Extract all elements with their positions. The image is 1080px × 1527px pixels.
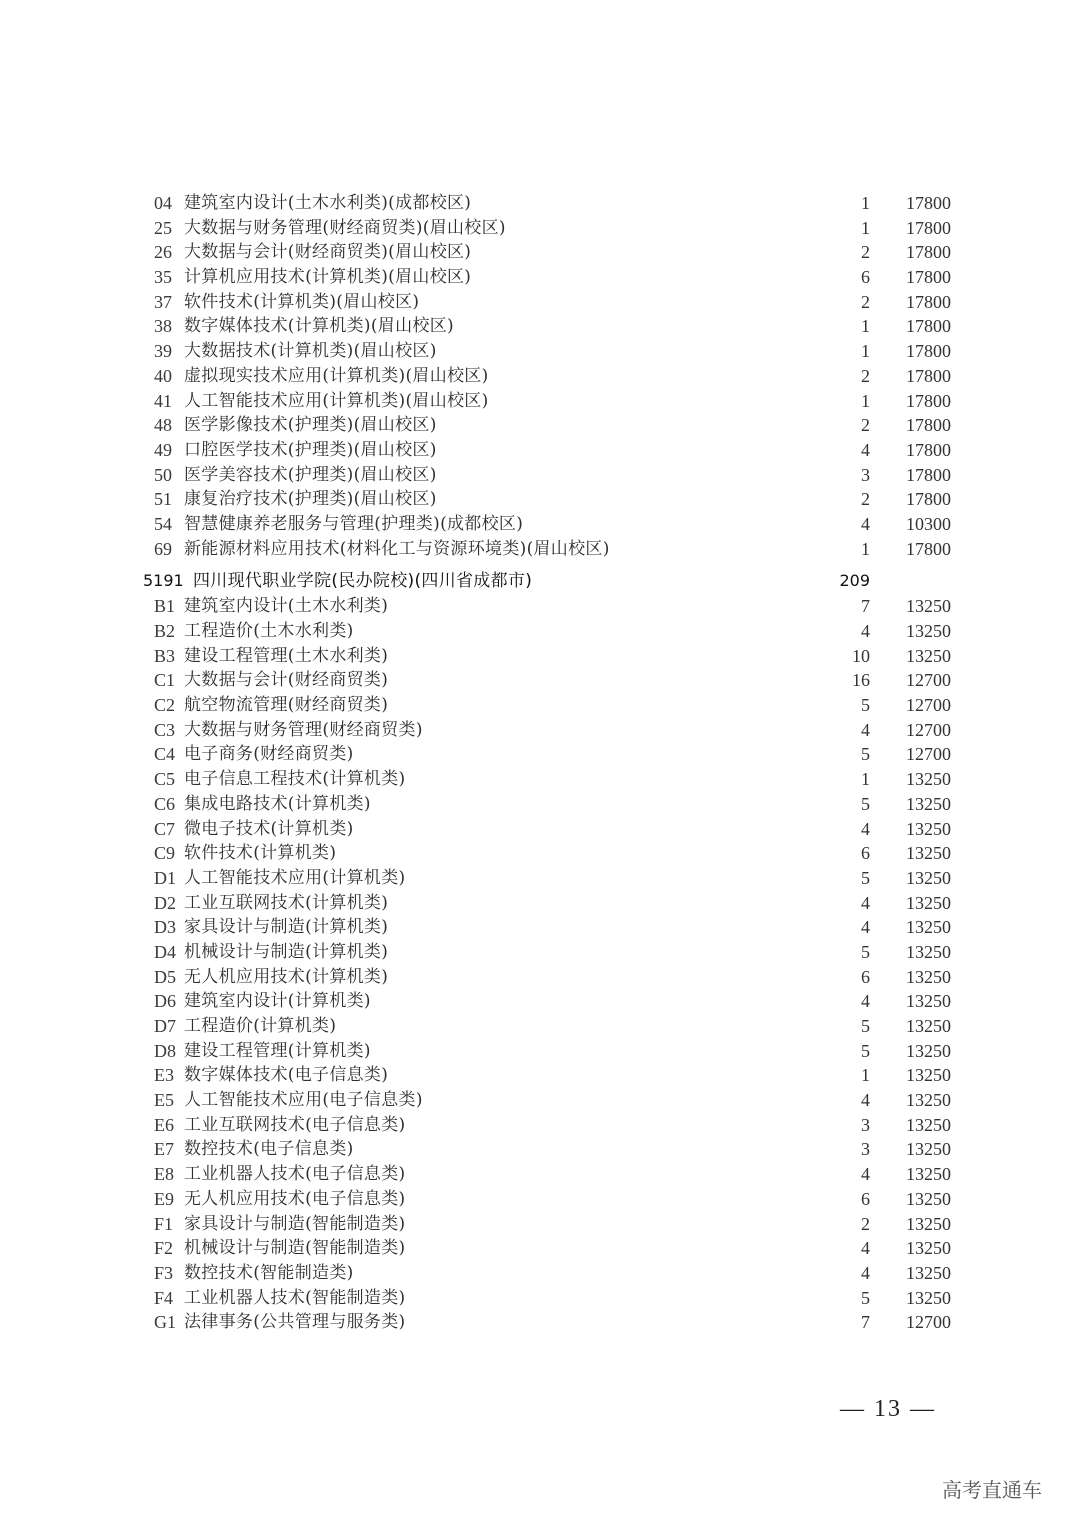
major-count: 5 [861, 793, 870, 814]
major-fee: 13250 [906, 843, 951, 864]
major-name: 软件技术(计算机类) [184, 843, 337, 864]
table-row [0, 1212, 1080, 1237]
major-fee: 17800 [906, 415, 951, 436]
table-row [0, 668, 1080, 693]
major-count: 3 [861, 464, 870, 485]
major-name: 工程造价(计算机类) [184, 1016, 337, 1036]
major-name: 微电子技术(计算机类) [184, 818, 354, 839]
page-number: — 13 — [840, 1396, 936, 1422]
major-code: E7 [154, 1139, 174, 1160]
major-name: 大数据与财务管理(财经商贸类)(眉山校区) [184, 217, 506, 238]
major-name: 医学影像技术(护理类)(眉山校区) [184, 415, 437, 436]
major-fee: 13250 [906, 596, 951, 617]
major-name: 数控技术(电子信息类) [184, 1139, 354, 1160]
major-fee: 12700 [906, 695, 951, 716]
school-code: 5191 [143, 571, 184, 591]
major-name: 人工智能技术应用(电子信息类) [184, 1090, 423, 1111]
major-fee: 17800 [906, 538, 951, 559]
major-count: 10 [852, 645, 870, 666]
table-row [0, 742, 1080, 767]
table-row [0, 866, 1080, 891]
major-name: 建筑室内设计(土木水利类)(成都校区) [184, 193, 472, 213]
major-count: 5 [861, 695, 870, 716]
major-code: C2 [154, 695, 176, 716]
major-fee: 17800 [906, 242, 951, 263]
major-code: C7 [154, 818, 176, 839]
table-row [0, 767, 1080, 792]
major-code: D7 [154, 1016, 176, 1036]
major-name: 建筑室内设计(计算机类) [184, 991, 371, 1012]
major-fee: 17800 [906, 489, 951, 510]
major-count: 4 [861, 1238, 870, 1259]
major-count: 4 [861, 513, 870, 534]
major-fee: 12700 [906, 744, 951, 765]
major-name: 康复治疗技术(护理类)(眉山校区) [184, 489, 437, 510]
table-row [0, 463, 1080, 488]
table-row [0, 240, 1080, 265]
major-fee: 13250 [906, 769, 951, 790]
major-name: 工业机器人技术(电子信息类) [184, 1164, 406, 1185]
major-name: 机械设计与制造(计算机类) [184, 941, 389, 962]
major-count: 5 [861, 941, 870, 962]
school-name: 四川现代职业学院(民办院校)(四川省成都市) [193, 571, 533, 592]
major-code: D1 [154, 867, 176, 888]
major-code: D3 [154, 917, 176, 938]
major-name: 建筑室内设计(土木水利类) [184, 596, 389, 617]
school-entries [0, 594, 1080, 1335]
major-count: 3 [861, 1139, 870, 1160]
major-fee: 12700 [906, 1312, 951, 1333]
major-fee: 17800 [906, 390, 951, 411]
major-code: E6 [154, 1114, 174, 1135]
major-fee: 17800 [906, 341, 951, 362]
major-code: B3 [154, 645, 176, 666]
major-code: 49 [154, 439, 172, 460]
major-fee: 13250 [906, 1040, 951, 1061]
major-fee: 13250 [906, 1164, 951, 1185]
major-count: 1 [861, 193, 870, 213]
major-fee: 13250 [906, 1238, 951, 1259]
major-fee: 13250 [906, 867, 951, 888]
major-fee: 13250 [906, 1016, 951, 1036]
school-header-row [0, 561, 1080, 594]
major-fee: 17800 [906, 267, 951, 288]
major-count: 5 [861, 867, 870, 888]
major-code: B1 [154, 596, 176, 617]
major-count: 4 [861, 719, 870, 740]
major-name: 数字媒体技术(电子信息类) [184, 1065, 389, 1086]
major-count: 5 [861, 1040, 870, 1061]
table-row [0, 693, 1080, 718]
major-fee: 13250 [906, 818, 951, 839]
major-code: C6 [154, 793, 176, 814]
major-code: D6 [154, 991, 176, 1012]
major-count: 5 [861, 1016, 870, 1036]
table-row [0, 290, 1080, 315]
major-name: 虚拟现实技术应用(计算机类)(眉山校区) [184, 365, 489, 386]
table-row [0, 413, 1080, 438]
major-name: 软件技术(计算机类)(眉山校区) [184, 291, 420, 312]
table-row [0, 965, 1080, 990]
major-code: C3 [154, 719, 176, 740]
major-fee: 13250 [906, 793, 951, 814]
table-row [0, 1310, 1080, 1335]
table-row [0, 1113, 1080, 1138]
continued-entries [0, 191, 1080, 561]
major-code: 38 [154, 316, 172, 337]
major-name: 家具设计与制造(智能制造类) [184, 1213, 406, 1234]
major-name: 电子信息工程技术(计算机类) [184, 769, 406, 790]
major-fee: 13250 [906, 991, 951, 1012]
major-name: 法律事务(公共管理与服务类) [184, 1312, 406, 1333]
table-row [0, 1286, 1080, 1311]
major-fee: 13250 [906, 1262, 951, 1283]
major-count: 6 [861, 267, 870, 288]
table-row [0, 265, 1080, 290]
table-row [0, 1014, 1080, 1039]
major-count: 2 [861, 1213, 870, 1234]
major-code: 35 [154, 267, 172, 288]
major-code: D4 [154, 941, 176, 962]
table-row [0, 389, 1080, 414]
watermark: 高考直通车 [942, 1478, 1042, 1502]
table-row [0, 1162, 1080, 1187]
major-name: 大数据与会计(财经商贸类) [184, 670, 389, 691]
major-name: 无人机应用技术(电子信息类) [184, 1188, 406, 1209]
major-count: 4 [861, 991, 870, 1012]
enrollment-table [0, 191, 1080, 1335]
major-code: D2 [154, 892, 176, 913]
major-fee: 17800 [906, 217, 951, 238]
major-fee: 13250 [906, 1065, 951, 1086]
major-code: C5 [154, 769, 176, 790]
table-row [0, 940, 1080, 965]
major-count: 2 [861, 365, 870, 386]
major-count: 1 [861, 217, 870, 238]
table-row [0, 915, 1080, 940]
major-code: 50 [154, 464, 172, 485]
major-name: 无人机应用技术(计算机类) [184, 966, 389, 987]
major-count: 4 [861, 1164, 870, 1185]
major-name: 医学美容技术(护理类)(眉山校区) [184, 464, 437, 485]
major-name: 人工智能技术应用(计算机类)(眉山校区) [184, 390, 489, 411]
table-row [0, 1187, 1080, 1212]
major-code: 54 [154, 513, 172, 534]
major-name: 口腔医学技术(护理类)(眉山校区) [184, 439, 437, 460]
major-name: 集成电路技术(计算机类) [184, 793, 371, 814]
table-row [0, 792, 1080, 817]
table-row [0, 1261, 1080, 1286]
table-row [0, 1039, 1080, 1064]
major-fee: 13250 [906, 892, 951, 913]
major-fee: 17800 [906, 464, 951, 485]
major-code: F4 [154, 1287, 174, 1308]
major-code: 40 [154, 365, 172, 386]
table-row [0, 718, 1080, 743]
major-code: E9 [154, 1188, 174, 1209]
major-count: 5 [861, 1287, 870, 1308]
major-fee: 17800 [906, 291, 951, 312]
table-row [0, 1063, 1080, 1088]
table-row [0, 537, 1080, 562]
major-count: 4 [861, 818, 870, 839]
major-code: E8 [154, 1164, 174, 1185]
major-count: 1 [861, 538, 870, 559]
major-code: F1 [154, 1213, 174, 1234]
major-name: 家具设计与制造(计算机类) [184, 917, 389, 938]
major-code: 39 [154, 341, 172, 362]
table-row [0, 314, 1080, 339]
major-fee: 10300 [906, 513, 951, 534]
major-code: E3 [154, 1065, 174, 1086]
major-fee: 13250 [906, 1188, 951, 1209]
major-count: 7 [861, 596, 870, 617]
major-count: 2 [861, 242, 870, 263]
major-name: 智慧健康养老服务与管理(护理类)(成都校区) [184, 513, 524, 534]
major-fee: 17800 [906, 193, 951, 213]
major-count: 6 [861, 843, 870, 864]
major-count: 1 [861, 341, 870, 362]
major-code: D5 [154, 966, 176, 987]
major-name: 电子商务(财经商贸类) [184, 744, 354, 765]
school-total: 209 [839, 571, 870, 591]
major-count: 5 [861, 744, 870, 765]
major-name: 建设工程管理(计算机类) [184, 1040, 371, 1061]
major-count: 2 [861, 489, 870, 510]
major-count: 1 [861, 1065, 870, 1086]
major-fee: 13250 [906, 645, 951, 666]
major-name: 工业互联网技术(计算机类) [184, 892, 389, 913]
major-code: 25 [154, 217, 172, 238]
major-fee: 17800 [906, 439, 951, 460]
major-name: 大数据与会计(财经商贸类)(眉山校区) [184, 242, 472, 263]
major-count: 4 [861, 1090, 870, 1111]
major-fee: 13250 [906, 621, 951, 641]
major-count: 6 [861, 966, 870, 987]
major-name: 人工智能技术应用(计算机类) [184, 867, 406, 888]
major-fee: 17800 [906, 365, 951, 386]
major-name: 数控技术(智能制造类) [184, 1262, 354, 1283]
table-row [0, 364, 1080, 389]
major-name: 工业机器人技术(智能制造类) [184, 1287, 406, 1308]
major-code: 51 [154, 489, 172, 510]
table-row [0, 817, 1080, 842]
major-name: 大数据技术(计算机类)(眉山校区) [184, 341, 437, 362]
major-count: 1 [861, 769, 870, 790]
major-fee: 13250 [906, 917, 951, 938]
major-count: 4 [861, 892, 870, 913]
major-code: 37 [154, 291, 172, 312]
major-fee: 13250 [906, 1139, 951, 1160]
major-count: 3 [861, 1114, 870, 1135]
major-name: 机械设计与制造(智能制造类) [184, 1238, 406, 1259]
major-code: C4 [154, 744, 176, 765]
major-code: D8 [154, 1040, 176, 1061]
table-row [0, 989, 1080, 1014]
major-code: C1 [154, 670, 176, 691]
major-name: 航空物流管理(财经商贸类) [184, 695, 389, 716]
major-name: 新能源材料应用技术(材料化工与资源环境类)(眉山校区) [184, 538, 610, 559]
major-fee: 17800 [906, 316, 951, 337]
major-name: 工业互联网技术(电子信息类) [184, 1114, 406, 1135]
major-name: 计算机应用技术(计算机类)(眉山校区) [184, 267, 472, 288]
table-row [0, 644, 1080, 669]
major-name: 数字媒体技术(计算机类)(眉山校区) [184, 316, 454, 337]
major-count: 2 [861, 291, 870, 312]
major-code: B2 [154, 621, 176, 641]
major-count: 1 [861, 390, 870, 411]
major-code: F3 [154, 1262, 174, 1283]
major-count: 16 [852, 670, 870, 691]
major-count: 4 [861, 439, 870, 460]
table-row [0, 841, 1080, 866]
major-fee: 12700 [906, 719, 951, 740]
major-fee: 12700 [906, 670, 951, 691]
major-count: 4 [861, 1262, 870, 1283]
major-code: 26 [154, 242, 172, 263]
major-fee: 13250 [906, 1090, 951, 1111]
major-fee: 13250 [906, 966, 951, 987]
major-code: 48 [154, 415, 172, 436]
major-count: 7 [861, 1312, 870, 1333]
major-name: 工程造价(土木水利类) [184, 621, 354, 641]
table-row [0, 1088, 1080, 1113]
table-row [0, 619, 1080, 644]
major-fee: 13250 [906, 1213, 951, 1234]
table-row [0, 339, 1080, 364]
major-count: 1 [861, 316, 870, 337]
major-code: F2 [154, 1238, 174, 1259]
table-row [0, 594, 1080, 619]
major-count: 6 [861, 1188, 870, 1209]
major-code: E5 [154, 1090, 174, 1111]
major-fee: 13250 [906, 941, 951, 962]
major-code: 04 [154, 193, 172, 213]
table-row [0, 1137, 1080, 1162]
major-count: 2 [861, 415, 870, 436]
table-row [0, 438, 1080, 463]
table-row [0, 191, 1080, 216]
major-code: C9 [154, 843, 176, 864]
major-fee: 13250 [906, 1287, 951, 1308]
table-row [0, 487, 1080, 512]
major-name: 大数据与财务管理(财经商贸类) [184, 719, 423, 740]
major-code: 41 [154, 390, 172, 411]
table-row [0, 512, 1080, 537]
major-code: 69 [154, 538, 172, 559]
table-row [0, 216, 1080, 241]
major-count: 4 [861, 621, 870, 641]
major-fee: 13250 [906, 1114, 951, 1135]
major-code: G1 [154, 1312, 176, 1333]
table-row [0, 1236, 1080, 1261]
major-count: 4 [861, 917, 870, 938]
major-name: 建设工程管理(土木水利类) [184, 645, 389, 666]
table-row [0, 891, 1080, 916]
